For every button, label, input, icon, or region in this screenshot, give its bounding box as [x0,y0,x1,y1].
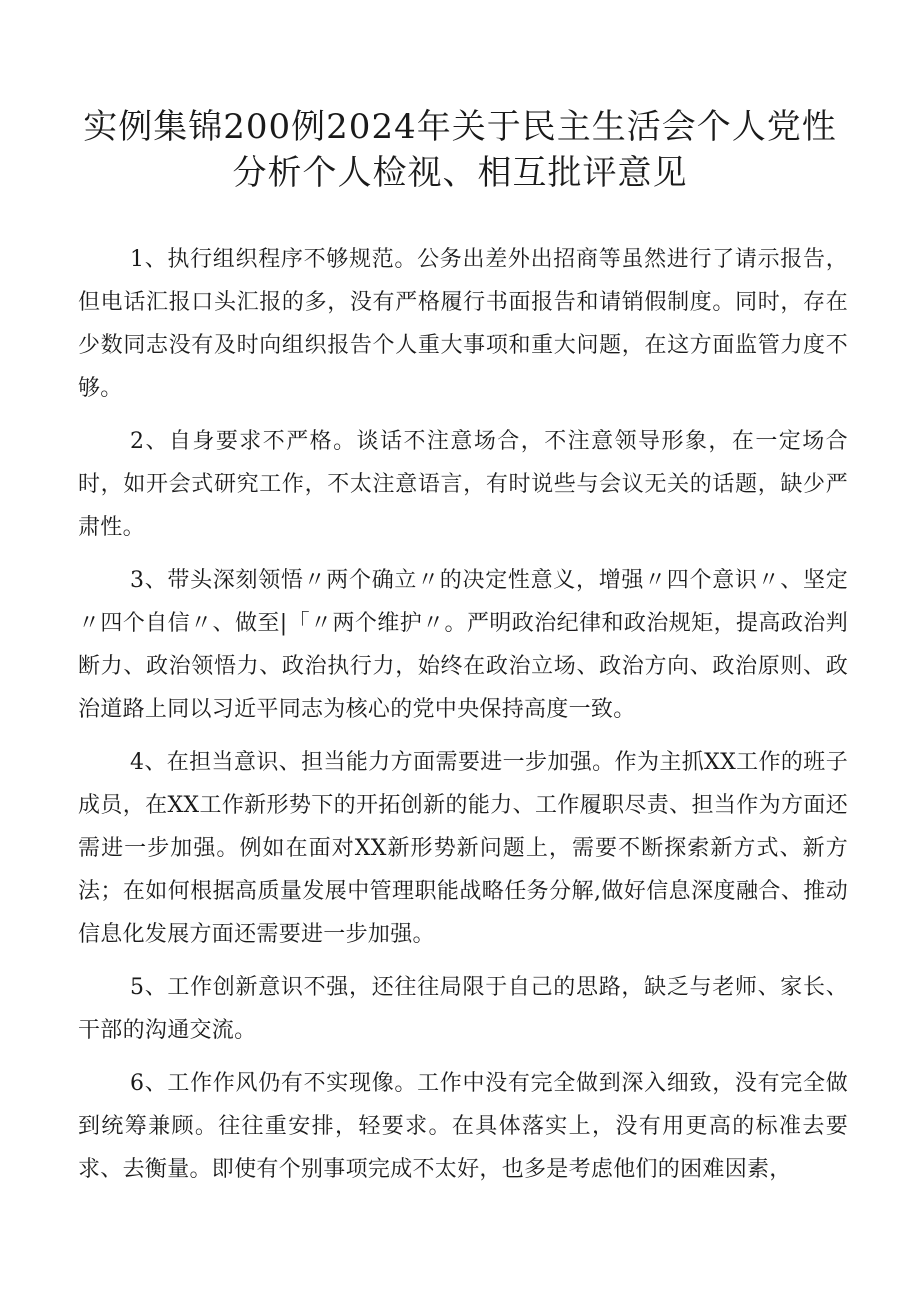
document-title [60,104,860,196]
paragraph-3: 3、带头深刻领悟〃两个确立〃的决定性意义，增强〃四个意识〃、坚定〃四个自信〃、做至|「〃两个维护〃。严明政治纪律和政治规矩，提高政治判断力、政治领悟力、政治执行力，始终在政治立场、政治方向、政治原则、政治道路上同以习近平同志为核心的党中央保持高度一致。 [78,568,848,722]
paragraph-6: 6、工作作风仍有不实现像。工作中没有完全做到深入细致，没有完全做到统筹兼顾。往往重安排，轻要求。在具体落实上，没有用更高的标准去要求、去衡量。即使有个别事项完成不太好，也多是考虑他们的困难因素， [78,1071,848,1182]
document-body [78,238,848,1201]
paragraph-2: 2、自身要求不严格。谈话不注意场合，不注意领导形象，在一定场合时，如开会式研究工作，不太注意语言，有时说些与会议无关的话题，缺少严肃性。 [78,429,848,540]
paragraph-5: 5、工作创新意识不强，还往往局限于自己的思路，缺乏与老师、家长、干部的沟通交流。 [78,975,848,1043]
title-line-1: 实例集锦200例2024年关于民主生活会个人党性 [83,107,837,147]
paragraph-1: 1、执行组织程序不够规范。公务出差外出招商等虽然进行了请示报告，但电话汇报口头汇报的多，没有严格履行书面报告和请销假制度。同时，存在少数同志没有及时向组织报告个人重大事项和重大问题，在这方面监管力度不够。 [78,247,848,401]
paragraph-4: 4、在担当意识、担当能力方面需要进一步加强。作为主抓XX工作的班子成员，在XX工作新形势下的开拓创新的能力、工作履职尽责、担当作为方面还需进一步加强。例如在面对XX新形势新问题上，需要不断探索新方式、新方法；在如何根据高质量发展中管理职能战略任务分解,做好信息深度融合、推动信息化发展方面还需要进一步加强。 [78,750,848,947]
title-line-2: 分析个人检视、相互批评意见 [232,153,688,193]
